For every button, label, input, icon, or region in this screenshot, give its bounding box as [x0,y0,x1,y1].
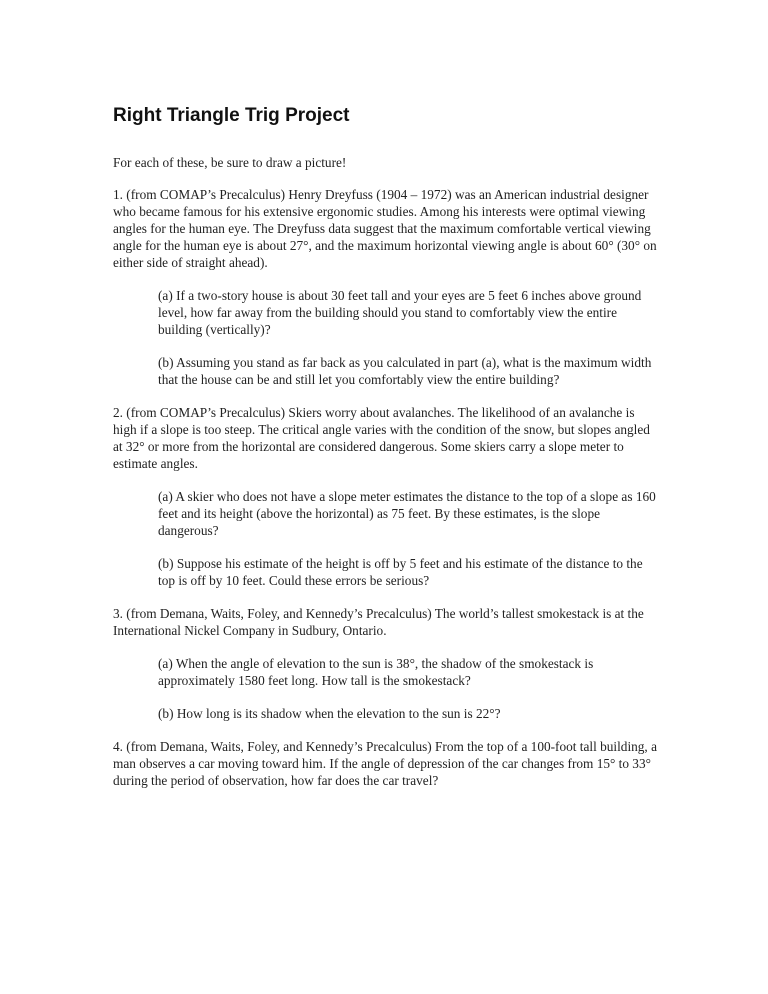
document-page [113,104,658,805]
intro-text: For each of these, be sure to draw a picture! [113,155,347,170]
problem-3-text: 3. (from Demana, Waits, Foley, and Kennedy’s Precalculus) The world’s tallest smokestack is at the International Nickel Company in Sudbury, Ontario. [113,606,644,638]
problem-3-part-a: (a) When the angle of elevation to the sun is 38°, the shadow of the smokestack is approximately 1580 feet long. How tall is the smokestack? [158,656,594,688]
problem-1-part-a: (a) If a two-story house is about 30 feet tall and your eyes are 5 feet 6 inches above ground level, how far away from the building should you stand to comfortably view the entire building (vertically)? [158,288,642,337]
problem-3-part-b: (b) How long is its shadow when the elevation to the sun is 22°? [158,706,501,721]
page-title: Right Triangle Trig Project [113,105,350,126]
problem-1-part-b: (b) Assuming you stand as far back as you calculated in part (a), what is the maximum width that the house can be and still let you comfortably view the entire building? [158,355,652,387]
problem-2-text: 2. (from COMAP’s Precalculus) Skiers worry about avalanches. The likelihood of an avalanche is high if a slope is too steep. The critical angle varies with the condition of the snow, but slopes angled at 32° or more from the horizontal are considered dangerous. Some skiers carry a slope meter to estimate angles. [113,405,650,471]
problem-1-text: 1. (from COMAP’s Precalculus) Henry Dreyfuss (1904 – 1972) was an American industrial designer who became famous for his extensive ergonomic studies. Among his interests were optimal viewing angles for the human eye. The Dreyfuss data suggest that the maximum comfortable vertical viewing angle for the human eye is about 27°, and the maximum horizontal viewing angle is about 60° (30° on either side of straight ahead). [113,187,657,270]
problem-4-text: 4. (from Demana, Waits, Foley, and Kennedy’s Precalculus) From the top of a 100-foot tall building, a man observes a car moving toward him. If the angle of depression of the car changes from 15° to 33° during the period of observation, how far does the car travel? [113,739,657,788]
problem-2-part-b: (b) Suppose his estimate of the height is off by 5 feet and his estimate of the distance to the top is off by 10 feet. Could these errors be serious? [158,556,643,588]
problem-2-part-a: (a) A skier who does not have a slope meter estimates the distance to the top of a slope as 160 feet and its height (above the horizontal) as 75 feet. By these estimates, is the slope dangerous? [158,489,656,538]
